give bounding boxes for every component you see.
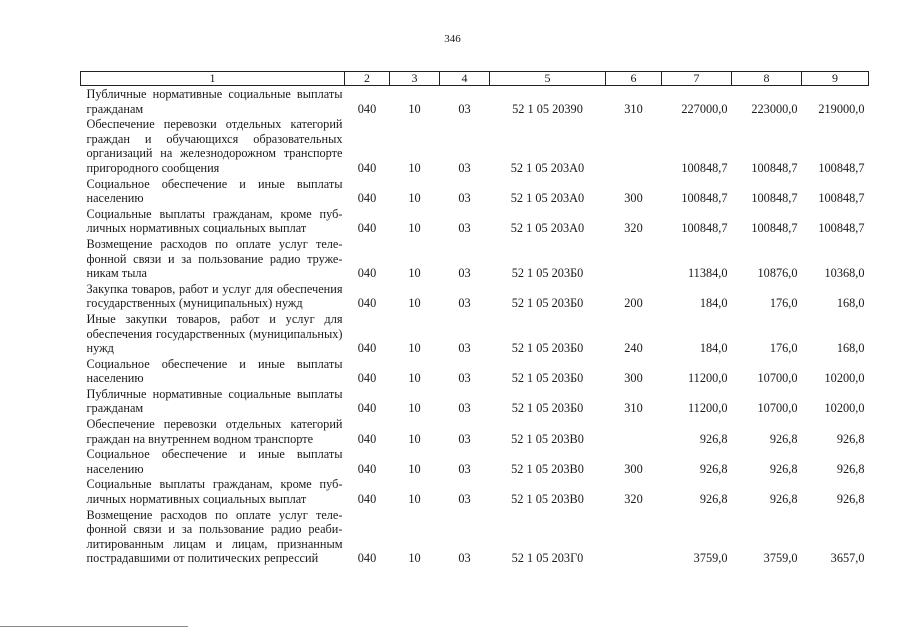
column-header: 3: [390, 72, 440, 86]
code-section: 10: [408, 296, 421, 311]
code-ministry: 040: [357, 101, 377, 116]
amount-year-1: 100848,7: [681, 221, 728, 236]
item-name: Иные закупки товаров, работ и услуг для обеспечения государственных (муниципальных) нужд: [86, 311, 343, 356]
amount-year-2: 926,8: [769, 461, 798, 476]
code-target-article: 52 1 05 203Б0: [511, 341, 584, 356]
code-subsection: 03: [458, 371, 471, 386]
amount-year-2: 926,8: [769, 431, 798, 446]
code-expense-type: 200: [624, 296, 643, 311]
amount-year-2: 926,8: [769, 492, 798, 507]
code-ministry: 040: [357, 401, 377, 416]
code-section: 10: [408, 341, 421, 356]
item-name: Социальные выплаты гражданам, кроме публичных нормативных социальных выплат: [86, 206, 343, 236]
footer-rule: [0, 626, 188, 627]
code-ministry: 040: [357, 551, 377, 566]
code-subsection: 03: [458, 461, 471, 476]
code-ministry: 040: [357, 221, 377, 236]
code-target-article: 52 1 05 203Б0: [511, 266, 584, 281]
code-section: 10: [408, 461, 421, 476]
code-section: 10: [408, 401, 421, 416]
item-name: Возмещение расходов по оплате услуг телефонной связи и за пользование радио реабилитированным лицам и лицам, признанным пострадавшими от политических репрессий: [86, 507, 343, 566]
item-name: Социальное обеспечение и иные выплаты населению: [86, 176, 343, 206]
table-row: [81, 356, 869, 386]
code-target-article: 52 1 05 203А0: [510, 221, 585, 236]
code-section: 10: [408, 431, 421, 446]
code-expense-type: 240: [624, 341, 643, 356]
code-section: 10: [408, 371, 421, 386]
code-expense-type: [606, 507, 662, 566]
amount-year-1: 100848,7: [681, 160, 728, 175]
table-row: [81, 176, 869, 206]
amount-year-1: 926,8: [699, 431, 728, 446]
table-row: [81, 116, 869, 175]
column-header: 6: [606, 72, 662, 86]
amount-year-1: 100848,7: [681, 191, 728, 206]
amount-year-3: 168,0: [836, 341, 865, 356]
code-ministry: 040: [357, 266, 377, 281]
code-expense-type: 300: [624, 191, 643, 206]
amount-year-2: 10700,0: [757, 401, 798, 416]
code-subsection: 03: [458, 101, 471, 116]
code-expense-type: [606, 416, 662, 446]
amount-year-3: 3657,0: [830, 551, 865, 566]
amount-year-1: 11384,0: [687, 266, 728, 281]
code-section: 10: [408, 101, 421, 116]
amount-year-3: 100848,7: [818, 221, 865, 236]
code-expense-type: [606, 116, 662, 175]
amount-year-2: 223000,0: [751, 101, 798, 116]
code-target-article: 52 1 05 203В0: [511, 492, 584, 507]
amount-year-3: 10200,0: [824, 371, 865, 386]
column-header: 1: [81, 72, 345, 86]
item-name: Возмещение расходов по оплате услуг телефонной связи и за пользование радио труженикам тыла: [86, 236, 343, 281]
code-expense-type: 320: [624, 492, 643, 507]
table-row: [81, 281, 869, 311]
table-row: [81, 386, 869, 416]
amount-year-1: 926,8: [699, 492, 728, 507]
amount-year-1: 3759,0: [693, 551, 728, 566]
header-row: [81, 72, 869, 86]
code-subsection: 03: [458, 431, 471, 446]
amount-year-3: 926,8: [836, 461, 865, 476]
amount-year-2: 100848,7: [751, 160, 798, 175]
column-header: 7: [662, 72, 732, 86]
item-name: Социальные выплаты гражданам, кроме публичных нормативных социальных выплат: [86, 477, 343, 507]
code-subsection: 03: [458, 492, 471, 507]
amount-year-2: 10700,0: [757, 371, 798, 386]
code-ministry: 040: [357, 492, 377, 507]
code-expense-type: 310: [624, 101, 643, 116]
amount-year-3: 10368,0: [824, 266, 865, 281]
amount-year-2: 100848,7: [751, 191, 798, 206]
code-subsection: 03: [458, 266, 471, 281]
amount-year-3: 100848,7: [818, 191, 865, 206]
table-row: [81, 86, 869, 117]
column-header: 5: [490, 72, 606, 86]
item-name: Обеспечение перевозки отдельных категорий граждан и обучающихся образовательных организаций на железнодорожном транспорте пригородного сообщения: [86, 117, 343, 175]
code-expense-type: 320: [624, 221, 643, 236]
code-target-article: 52 1 05 203Г0: [511, 551, 584, 566]
code-target-article: 52 1 05 203Б0: [511, 401, 584, 416]
column-header: 2: [345, 72, 390, 86]
item-name: Закупка товаров, работ и услуг для обеспечения государственных (муниципальных) нужд: [86, 281, 343, 311]
code-target-article: 52 1 05 20390: [512, 101, 583, 116]
code-target-article: 52 1 05 203А0: [510, 191, 585, 206]
code-subsection: 03: [458, 341, 471, 356]
column-header: 4: [440, 72, 490, 86]
amount-year-3: 926,8: [836, 431, 865, 446]
code-subsection: 03: [458, 401, 471, 416]
amount-year-2: 100848,7: [751, 221, 798, 236]
page-number: 346: [444, 33, 461, 45]
code-ministry: 040: [357, 431, 377, 446]
code-expense-type: 310: [624, 401, 643, 416]
code-section: 10: [408, 191, 421, 206]
code-target-article: 52 1 05 203Б0: [511, 371, 584, 386]
item-name: Публичные нормативные социальные выплаты гражданам: [86, 87, 343, 116]
amount-year-1: 11200,0: [687, 401, 728, 416]
code-expense-type: 300: [624, 461, 643, 476]
amount-year-3: 10200,0: [824, 401, 865, 416]
code-subsection: 03: [458, 296, 471, 311]
amount-year-2: 176,0: [769, 341, 798, 356]
code-ministry: 040: [357, 160, 377, 175]
code-section: 10: [408, 160, 421, 175]
code-section: 10: [408, 266, 421, 281]
code-section: 10: [408, 551, 421, 566]
amount-year-3: 926,8: [836, 492, 865, 507]
table-row: [81, 446, 869, 476]
code-target-article: 52 1 05 203В0: [511, 431, 584, 446]
code-ministry: 040: [357, 191, 377, 206]
code-ministry: 040: [357, 341, 377, 356]
amount-year-3: 100848,7: [818, 160, 865, 175]
code-subsection: 03: [458, 551, 471, 566]
amount-year-1: 184,0: [699, 296, 728, 311]
amount-year-1: 227000,0: [681, 101, 728, 116]
code-target-article: 52 1 05 203В0: [511, 461, 584, 476]
code-section: 10: [408, 221, 421, 236]
code-ministry: 040: [357, 371, 377, 386]
code-ministry: 040: [357, 461, 377, 476]
code-expense-type: [606, 236, 662, 281]
table-row: [81, 507, 869, 566]
amount-year-2: 176,0: [769, 296, 798, 311]
code-ministry: 040: [357, 296, 377, 311]
table-row: [81, 476, 869, 506]
table-row: [81, 311, 869, 356]
column-header: 9: [802, 72, 869, 86]
code-section: 10: [408, 492, 421, 507]
code-subsection: 03: [458, 221, 471, 236]
code-expense-type: 300: [624, 371, 643, 386]
item-name: Публичные нормативные социальные выплаты гражданам: [86, 386, 343, 416]
code-target-article: 52 1 05 203А0: [510, 160, 585, 175]
item-name: Социальное обеспечение и иные выплаты населению: [86, 356, 343, 386]
code-subsection: 03: [458, 191, 471, 206]
amount-year-1: 926,8: [699, 461, 728, 476]
code-subsection: 03: [458, 160, 471, 175]
item-name: Обеспечение перевозки отдельных категорий граждан на внутреннем водном транспорте: [86, 417, 343, 446]
table-row: [81, 236, 869, 281]
amount-year-1: 11200,0: [687, 371, 728, 386]
code-target-article: 52 1 05 203Б0: [511, 296, 584, 311]
amount-year-1: 184,0: [699, 341, 728, 356]
column-header: 8: [732, 72, 802, 86]
amount-year-2: 10876,0: [757, 266, 798, 281]
table-row: [81, 416, 869, 446]
amount-year-3: 219000,0: [818, 101, 865, 116]
amount-year-3: 168,0: [836, 296, 865, 311]
budget-table: [80, 71, 869, 566]
amount-year-2: 3759,0: [763, 551, 798, 566]
item-name: Социальное обеспечение и иные выплаты населению: [86, 447, 343, 476]
table-row: [81, 206, 869, 236]
